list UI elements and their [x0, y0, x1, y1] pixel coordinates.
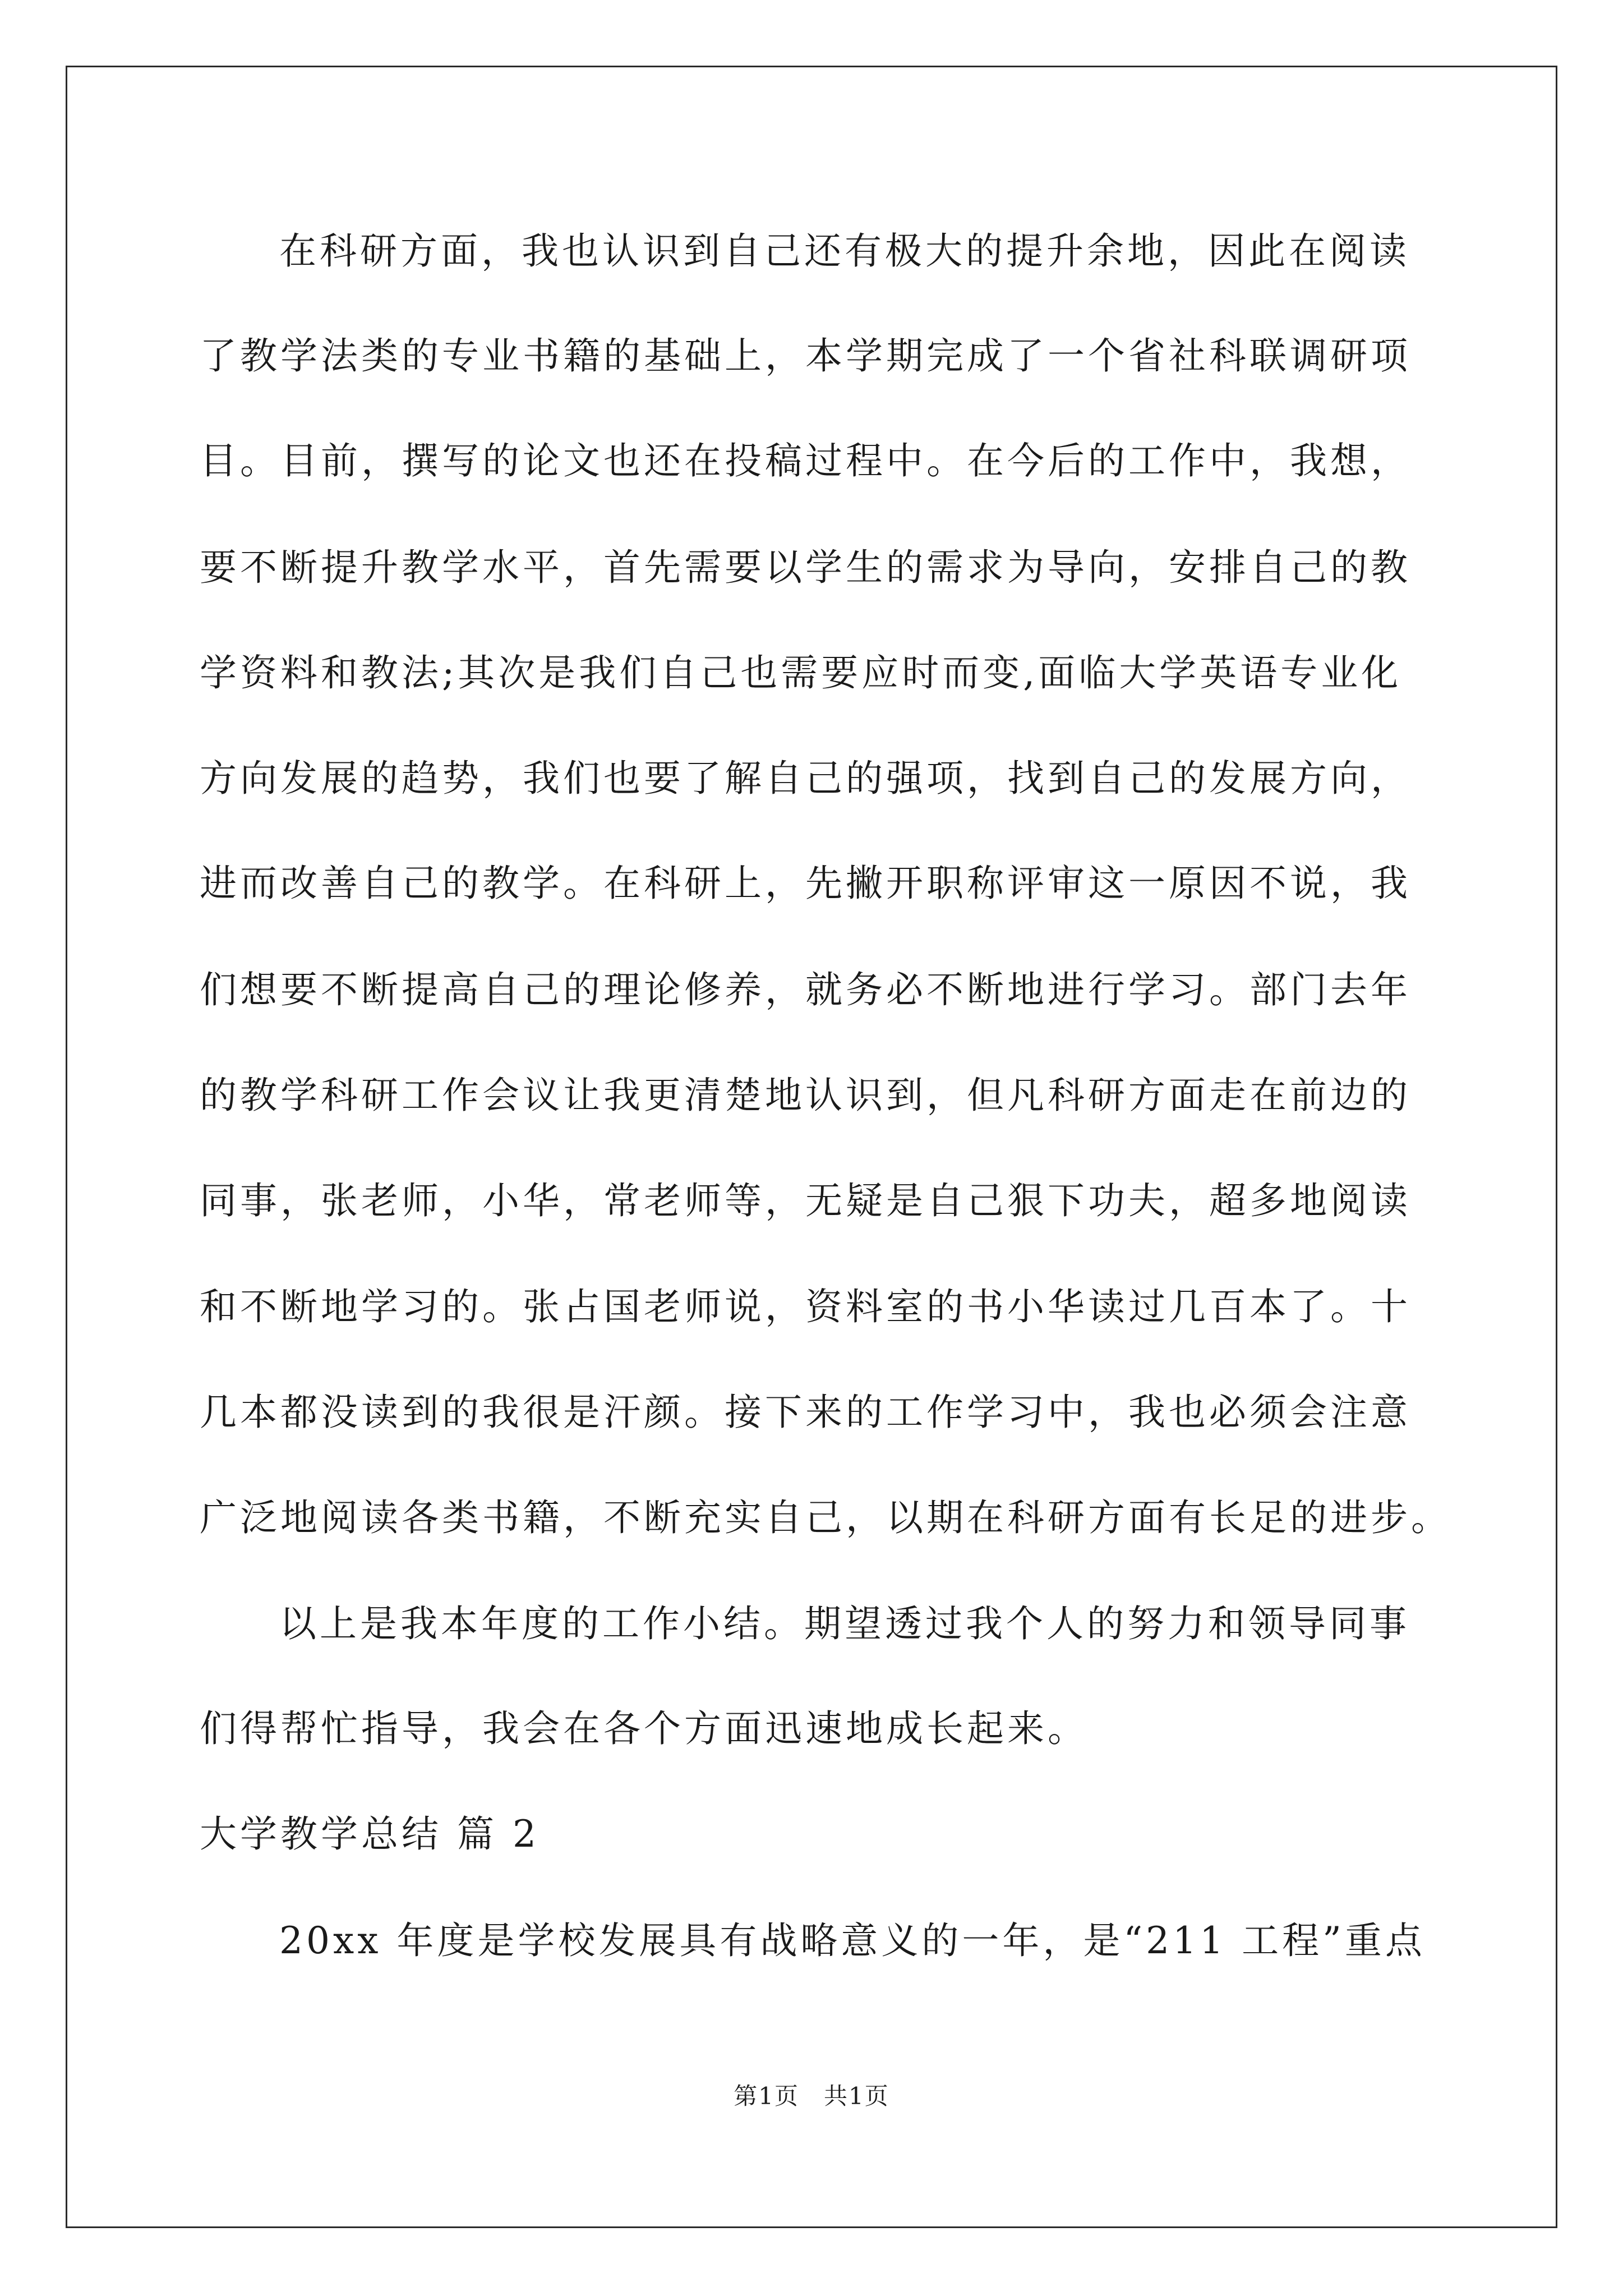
paragraph-line: 们得帮忙指导，我会在各个方面迅速地成长起来。	[200, 1707, 1088, 1750]
paragraph-line: 要不断提升教学水平，首先需要以学生的需求为导向，安排自己的教	[200, 546, 1411, 589]
paragraph-line: 和不断地学习的。张占国老师说，资料室的书小华读过几百本了。十	[200, 1285, 1411, 1328]
paragraph-line: 20xx 年度是学校发展具有战略意义的一年，是“211 工程”重点	[279, 1919, 1426, 1962]
paragraph-line: 方向发展的趋势，我们也要了解自己的强项，找到自己的发展方向，	[200, 757, 1411, 800]
paragraph-line: 目。目前，撰写的论文也还在投稿过程中。在今后的工作中，我想，	[200, 439, 1411, 482]
paragraph-line: 广泛地阅读各类书籍，不断充实自己，以期在科研方面有长足的进步。	[200, 1496, 1451, 1539]
paragraph-line: 在科研方面，我也认识到自己还有极大的提升余地，因此在阅读	[279, 229, 1410, 273]
paragraph-line: 进而改善自己的教学。在科研上，先撇开职称评审这一原因不说，我	[200, 862, 1411, 905]
section-heading: 大学教学总结 篇 2	[200, 1812, 540, 1856]
page-border	[66, 66, 1557, 2228]
paragraph-line: 以上是我本年度的工作小结。期望透过我个人的努力和领导同事	[279, 1602, 1410, 1645]
paragraph-line: 几本都没读到的我很是汗颜。接下来的工作学习中，我也必须会注意	[200, 1391, 1411, 1434]
paragraph-line: 学资料和教法;其次是我们自己也需要应时而变,面临大学英语专业化	[200, 651, 1402, 694]
paragraph-line: 的教学科研工作会议让我更清楚地认识到，但凡科研方面走在前边的	[200, 1074, 1411, 1117]
paragraph-line: 同事，张老师，小华，常老师等，无疑是自己狠下功夫，超多地阅读	[200, 1179, 1411, 1222]
paragraph-line: 们想要不断提高自己的理论修养，就务必不断地进行学习。部门去年	[200, 968, 1411, 1011]
paragraph-line: 了教学法类的专业书籍的基础上，本学期完成了一个省社科联调研项	[200, 334, 1411, 378]
page-footer: 第1页 共1页	[734, 2082, 889, 2110]
